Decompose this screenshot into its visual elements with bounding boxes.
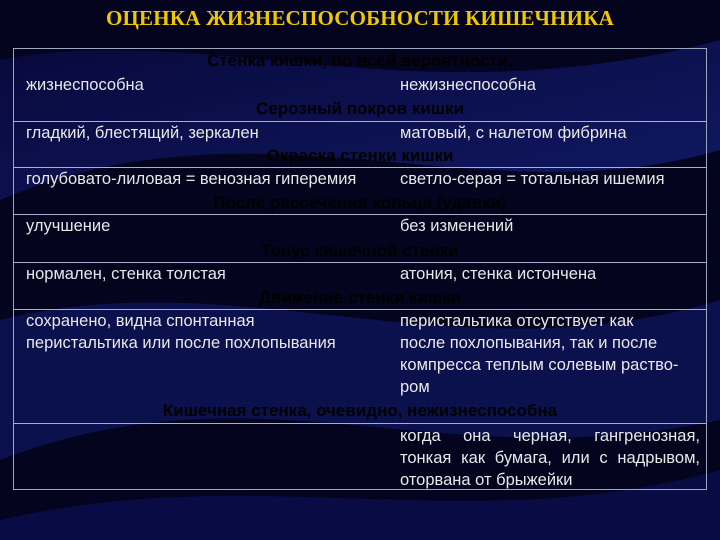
section-header-color: Окраска стенки кишки xyxy=(266,146,454,165)
row-divider xyxy=(14,423,706,424)
cell-gangrene-line3: оторвана от брыжейки xyxy=(400,471,573,489)
cell-motility-viable-line1: сохранено, видна спонтанная xyxy=(26,312,255,330)
cell-serosa-nonviable: матовый, с налетом фибрина xyxy=(400,124,627,142)
cell-viable: жизнеспособна xyxy=(26,76,144,94)
cell-serosa-viable: гладкий, блестящий, зеркален xyxy=(26,124,259,142)
cell-color-viable: голубовато-лиловая = венозная гиперемия xyxy=(26,170,357,188)
cell-motility-nonviable-line4: ром xyxy=(400,378,430,396)
cell-release-viable: улучшение xyxy=(26,217,111,235)
cell-motility-nonviable-line2: после похлопывания, так и после xyxy=(400,334,658,352)
cell-color-nonviable: светло-серая = тотальная ишемия xyxy=(400,170,665,188)
section-header-tone: Тонус кишечной стенки xyxy=(261,241,459,260)
section-header-probable: Стенка кишки, по всей вероятности, xyxy=(207,51,513,70)
cell-motility-viable-line2: перистальтика или после похлопывания xyxy=(26,334,336,352)
page-title: ОЦЕНКА ЖИЗНЕСПОСОБНОСТИ КИШЕЧНИКА xyxy=(105,6,615,30)
cell-tone-viable: нормален, стенка толстая xyxy=(26,265,226,283)
cell-release-nonviable: без изменений xyxy=(400,217,514,235)
section-header-after-release: После рассечения кольца (удавки) xyxy=(213,193,507,212)
viability-table xyxy=(13,48,707,490)
cell-motility-nonviable-line3: компресса теплым солевым раство- xyxy=(400,356,679,374)
section-header-motility: Движение стенки кишки xyxy=(258,288,462,307)
section-header-clearly-nonviable: Кишечная стенка, очевидно, нежизнеспособна xyxy=(162,401,558,420)
cell-gangrene-line2: тонкая как бумага, или с надрывом, xyxy=(400,449,700,467)
cell-nonviable: нежизнеспособна xyxy=(400,76,536,94)
section-header-serosa: Серозный покров кишки xyxy=(256,99,464,118)
cell-motility-nonviable-line1: перистальтика отсутствует как xyxy=(400,312,634,330)
cell-gangrene-line1: когда она черная, гангренозная, xyxy=(400,427,700,445)
cell-tone-nonviable: атония, стенка истончена xyxy=(400,265,597,283)
